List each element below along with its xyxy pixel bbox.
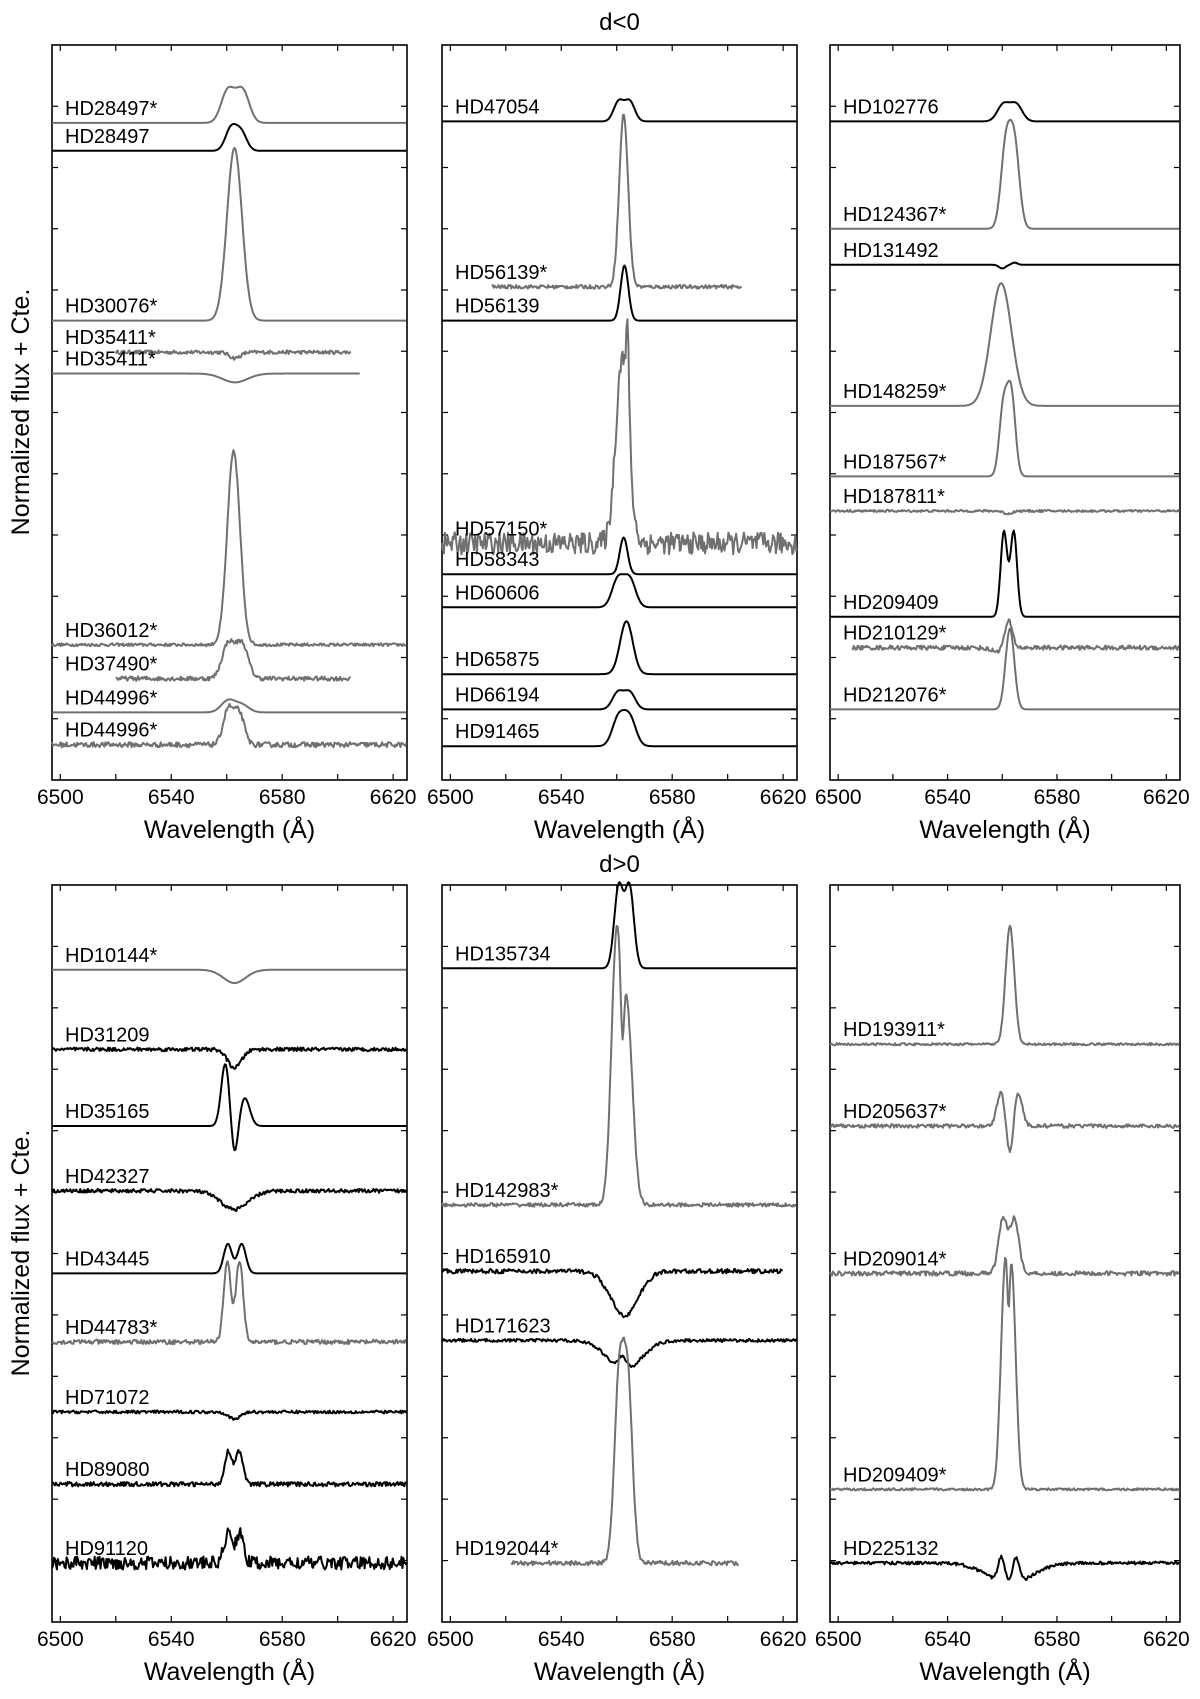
y-axis-label: Normalized flux + Cte. <box>7 288 35 536</box>
x-tick-label: 6540 <box>147 1628 195 1651</box>
spectrum-line <box>830 1258 1179 1491</box>
spectrum-label: HD44783* <box>65 1316 158 1339</box>
x-tick-label: 6540 <box>924 786 971 809</box>
spectrum-label: HD210129* <box>843 622 947 645</box>
spectrum-label: HD209014* <box>843 1248 947 1271</box>
row-title: d>0 <box>599 851 640 878</box>
x-tick-label: 6620 <box>759 786 807 809</box>
spectrum-line <box>52 1189 406 1211</box>
spectrum-label: HD35411* <box>65 327 156 350</box>
x-tick-label: 6500 <box>36 786 84 809</box>
spectrum-label: HD91120 <box>65 1538 149 1561</box>
x-tick-label: 6620 <box>369 786 417 809</box>
spectrum-line <box>830 263 1179 269</box>
spectrum-label: HD193911* <box>843 1019 945 1042</box>
spectrum-label: HD37490* <box>65 653 158 676</box>
spectrum-label: HD71072 <box>65 1386 150 1409</box>
spectrum-label: HD89080 <box>65 1459 150 1482</box>
spectrum-label: HD66194 <box>455 684 540 707</box>
spectrum-line <box>52 450 406 646</box>
spectrum-label: HD187811* <box>843 485 945 508</box>
spectrum-label: HD148259* <box>843 380 947 403</box>
spectrum-label: HD212076* <box>843 684 947 707</box>
x-tick-label: 6500 <box>814 1628 862 1651</box>
spectrum-label: HD209409* <box>843 1464 947 1487</box>
x-tick-label: 6540 <box>537 1628 585 1651</box>
row-2 <box>7 851 1190 1686</box>
spectrum-label: HD135734 <box>455 943 551 966</box>
spectrum-label: HD44996* <box>65 719 158 742</box>
spectrum-label: HD56139* <box>455 261 548 284</box>
x-tick-label: 6500 <box>426 786 474 809</box>
spectrum-label: HD225132 <box>843 1538 939 1561</box>
panel-1-2 <box>427 45 807 844</box>
x-tick-label: 6580 <box>1033 1628 1081 1651</box>
spectrum-line <box>442 1269 783 1317</box>
y-axis-label: Normalized flux + Cte. <box>7 1129 35 1377</box>
spectrum-label: HD47054 <box>455 96 540 119</box>
spectrum-label: HD31209 <box>65 1024 150 1047</box>
spectrum-label: HD36012* <box>65 619 158 642</box>
spectrum-label: HD171623 <box>455 1315 551 1338</box>
spectrum-label: HD10144* <box>65 944 158 967</box>
spectrum-label: HD209409 <box>843 591 939 614</box>
spectrum-label: HD131492 <box>843 239 939 262</box>
x-axis-label: Wavelength (Å) <box>533 1658 706 1686</box>
spectrum-label: HD35411* <box>65 348 156 371</box>
row-title: d<0 <box>599 9 640 36</box>
spectrum-label: HD42327 <box>65 1165 150 1188</box>
spectrum-label: HD30076* <box>65 295 158 318</box>
spectrum-label: HD56139 <box>455 295 540 318</box>
x-tick-label: 6580 <box>648 786 696 809</box>
spectrum-label: HD28497* <box>65 97 158 120</box>
spectrum-label: HD142983* <box>455 1179 559 1202</box>
spectrum-label: HD124367* <box>843 203 947 226</box>
x-tick-label: 6620 <box>1142 1628 1190 1651</box>
spectrum-line <box>52 1048 406 1069</box>
spectrum-line <box>52 374 360 383</box>
x-tick-label: 6620 <box>1142 786 1190 809</box>
spectrum-line <box>52 970 406 983</box>
spectrum-label: HD91465 <box>455 721 540 744</box>
x-tick-label: 6500 <box>814 786 862 809</box>
x-tick-label: 6500 <box>36 1628 84 1651</box>
spectrum-label: HD43445 <box>65 1248 150 1271</box>
x-axis-label: Wavelength (Å) <box>533 816 706 844</box>
x-tick-label: 6580 <box>258 786 306 809</box>
panel-1-3 <box>815 45 1190 844</box>
panel-2-2 <box>427 882 807 1686</box>
x-axis-label: Wavelength (Å) <box>919 816 1091 844</box>
spectrum-label: HD28497 <box>65 125 150 148</box>
spectrum-label: HD44996* <box>65 687 158 710</box>
panel-2-3 <box>815 885 1190 1686</box>
spectrum-label: HD187567* <box>843 451 947 474</box>
spectrum-label: HD65875 <box>455 649 540 672</box>
spectrum-label: HD58343 <box>455 549 540 572</box>
x-tick-label: 6580 <box>648 1628 696 1651</box>
x-axis-label: Wavelength (Å) <box>143 1658 316 1686</box>
spectrum-line <box>830 510 1179 515</box>
panel-1-1 <box>37 45 417 844</box>
x-axis-label: Wavelength (Å) <box>143 816 316 844</box>
x-tick-label: 6580 <box>258 1628 306 1651</box>
x-tick-label: 6540 <box>147 786 195 809</box>
spectrum-label: HD205637* <box>843 1100 947 1123</box>
row-1 <box>7 9 1190 844</box>
spectrum-label: HD165910 <box>455 1246 551 1269</box>
x-tick-label: 6620 <box>369 1628 417 1651</box>
x-tick-label: 6580 <box>1033 786 1081 809</box>
x-tick-label: 6540 <box>537 786 585 809</box>
spectrum-line <box>511 1338 738 1566</box>
spectrum-label: HD60606 <box>455 582 540 605</box>
x-axis-label: Wavelength (Å) <box>919 1658 1091 1686</box>
x-tick-label: 6620 <box>759 1628 807 1651</box>
spectrum-label: HD192044* <box>455 1538 559 1561</box>
spectrum-line <box>52 1411 406 1420</box>
x-tick-label: 6540 <box>924 1628 971 1651</box>
spectrum-label: HD102776 <box>843 96 939 119</box>
x-tick-label: 6500 <box>426 1628 474 1651</box>
panel-2-1 <box>37 885 417 1686</box>
spectrum-label: HD35165 <box>65 1100 150 1123</box>
spectrum-label: HD57150* <box>455 518 548 541</box>
